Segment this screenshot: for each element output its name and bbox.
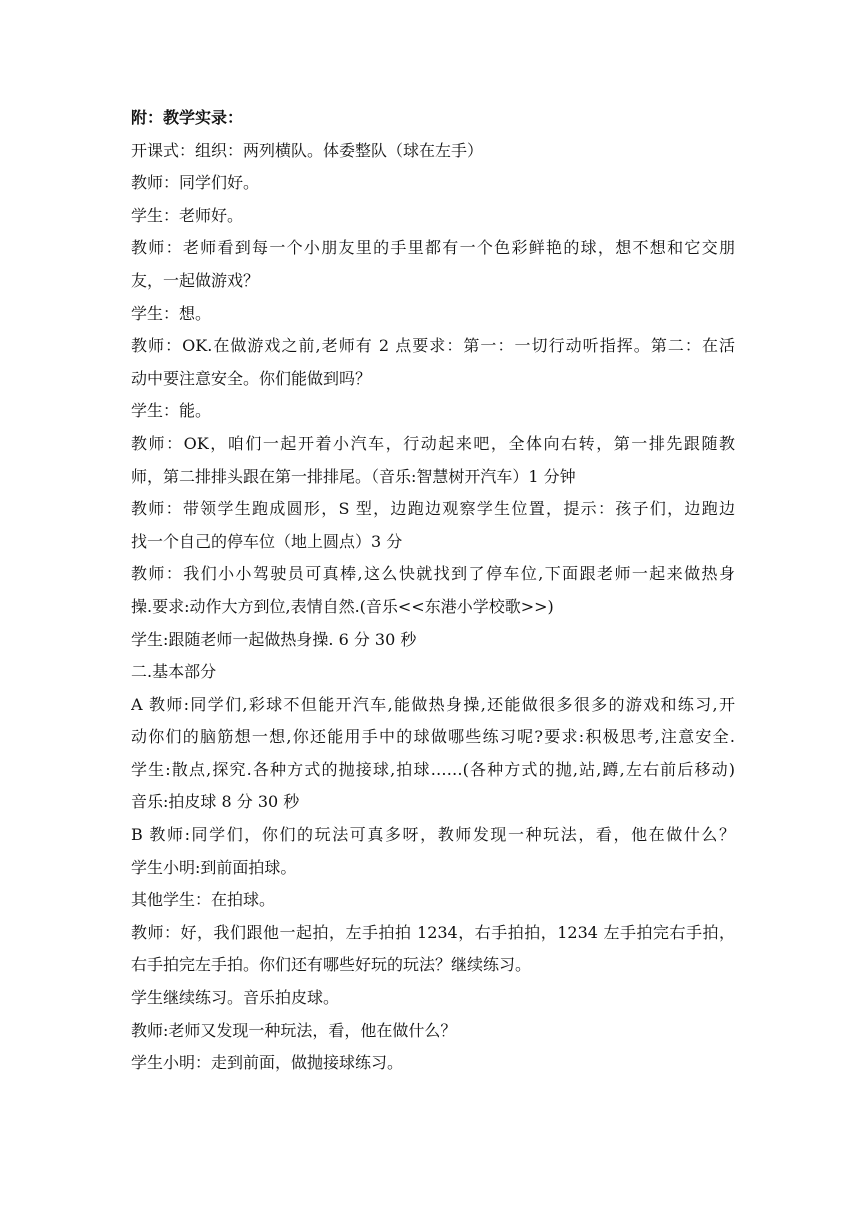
paragraph-line: 教师：OK，咱们一起开着小汽车，行动起来吧，全体向右转，第一排先跟随教 (131, 433, 735, 453)
paragraph-line: 其他学生：在拍球。 (131, 890, 276, 910)
paragraph-line: 教师:老师又发现一种玩法，看，他在做什么？ (131, 1020, 457, 1040)
paragraph-line: 学生:散点,探究.各种方式的抛接球,拍球……(各种方式的抛,站,蹲,左右前后移动) (131, 759, 735, 779)
paragraph-line: A 教师:同学们,彩球不但能开汽车,能做热身操,还能做很多很多的游戏和练习,开 (131, 694, 735, 714)
paragraph-line: B 教师:同学们，你们的玩法可真多呀，教师发现一种玩法，看，他在做什么？ (131, 825, 735, 845)
section-heading: 附：教学实录： (131, 108, 244, 127)
paragraph-line: 操.要求:动作大方到位,表情自然.(音乐<<东港小学校歌>>) (131, 596, 554, 616)
paragraph-line: 教师：我们小小驾驶员可真棒,这么快就找到了停车位,下面跟老师一起来做热身 (131, 564, 735, 584)
paragraph-line: 动你们的脑筋想一想,你还能用手中的球做哪些练习呢?要求:积极思考,注意安全. (131, 727, 735, 747)
paragraph-line: 教师：好，我们跟他一起拍，左手拍拍 1234，右手拍拍，1234 左手拍完右手拍， (131, 922, 735, 942)
paragraph-line: 开课式：组织：两列横队。体委整队（球在左手） (131, 140, 484, 160)
document-body (131, 102, 735, 1080)
paragraph-line: 学生继续练习。音乐拍皮球。 (131, 988, 340, 1008)
paragraph-line: 动中要注意安全。你们能做到吗？ (131, 368, 372, 388)
paragraph-line: 师，第二排排头跟在第一排排尾。（音乐:智慧树开汽车）1 分钟 (131, 466, 576, 486)
section-subheading: 二.基本部分 (131, 662, 217, 682)
paragraph-line: 学生:跟随老师一起做热身操. 6 分 30 秒 (131, 629, 417, 649)
paragraph-line: 教师：同学们好。 (131, 173, 260, 193)
paragraph-line: 学生小明：走到前面，做抛接球练习。 (131, 1053, 404, 1073)
paragraph-line: 学生小明:到前面拍球。 (131, 857, 297, 877)
paragraph-line: 音乐:拍皮球 8 分 30 秒 (131, 792, 300, 812)
paragraph-line: 学生：能。 (131, 401, 212, 421)
paragraph-line: 友，一起做游戏？ (131, 270, 260, 290)
paragraph-line: 教师：老师看到每一个小朋友里的手里都有一个色彩鲜艳的球，想不想和它交朋 (131, 238, 735, 258)
paragraph-line: 学生：想。 (131, 303, 212, 323)
paragraph-line: 学生：老师好。 (131, 205, 244, 225)
paragraph-line: 教师：带领学生跑成圆形，S 型，边跑边观察学生位置，提示：孩子们，边跑边 (131, 499, 735, 519)
paragraph-line: 右手拍完左手拍。你们还有哪些好玩的玩法？继续练习。 (131, 955, 532, 975)
paragraph-line: 教师：OK.在做游戏之前,老师有 2 点要求：第一：一切行动听指挥。第二：在活 (131, 336, 735, 356)
paragraph-line: 找一个自己的停车位（地上圆点）3 分 (131, 531, 403, 551)
